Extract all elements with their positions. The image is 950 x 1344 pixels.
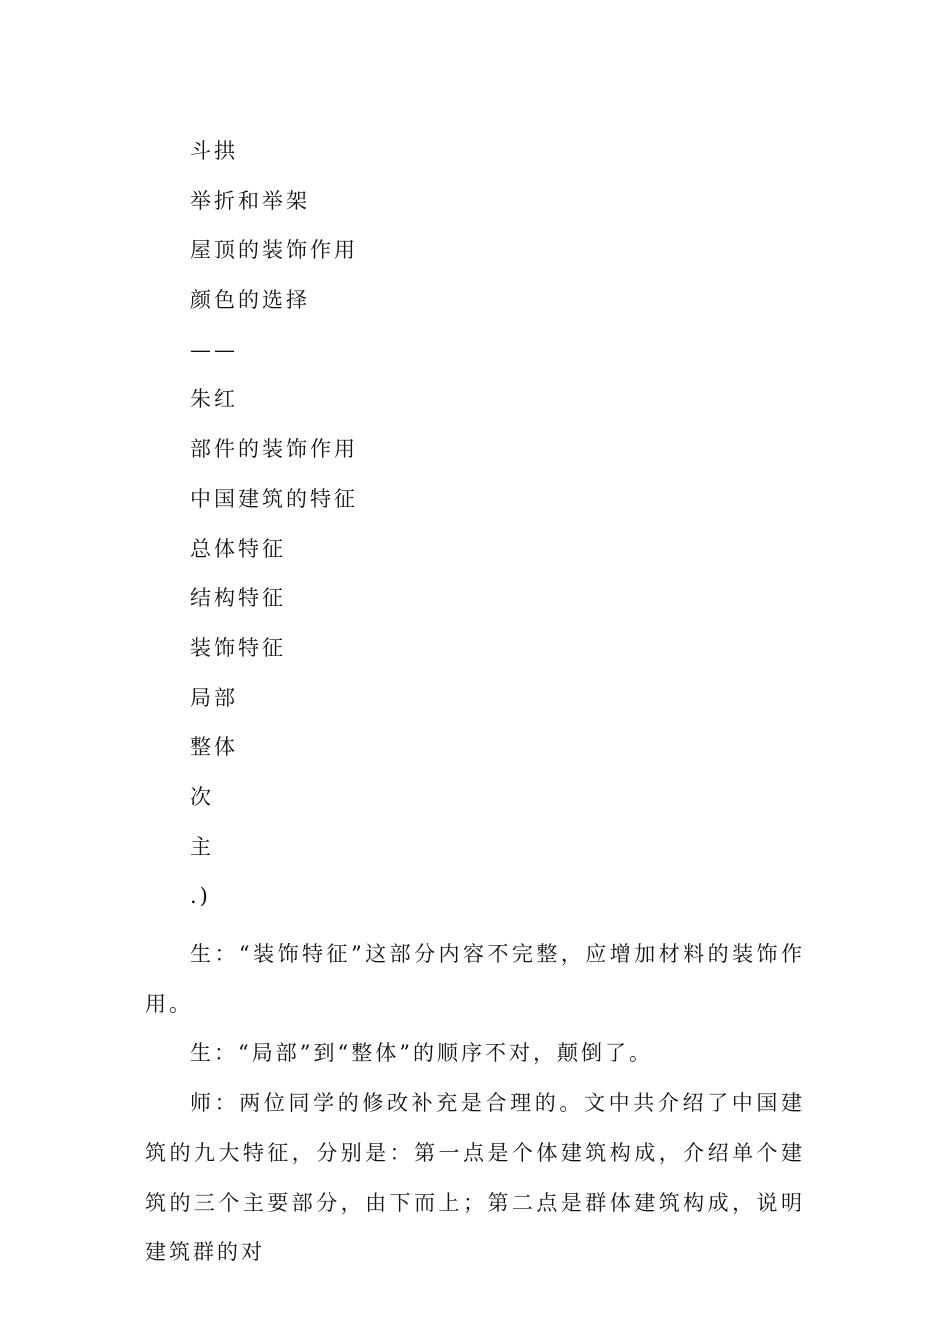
outline-item: 总体特征 (190, 536, 286, 561)
outline-item: 结构特征 (190, 586, 286, 611)
outline-item: 举折和举架 (190, 188, 310, 213)
outline-item: 中国建筑的特征 (190, 486, 358, 511)
outline-item: 斗拱 (190, 139, 238, 163)
outline-item: 朱红 (190, 387, 238, 412)
outline-item: —— (190, 337, 238, 362)
outline-item: 局部 (190, 685, 238, 710)
paragraph-student-1: 生：“装饰特征”这部分内容不完整，应增加材料的装饰作用。 (145, 942, 805, 1016)
paragraph-teacher: 师：两位同学的修改补充是合理的。文中共介绍了中国建筑的九大特征，分别是：第一点是个体建筑构成，介绍单个建筑的三个主要部分，由下而上；第二点是群体建筑构成，说明建筑群的对 (145, 1091, 805, 1265)
outline-item: 颜色的选择 (190, 288, 310, 313)
outline-item: .) (190, 884, 211, 909)
outline-item: 次 (190, 784, 214, 809)
body-text (145, 930, 805, 1278)
outline-item: 整体 (190, 735, 238, 760)
outline-item: 装饰特征 (190, 635, 286, 660)
outline-item: 主 (190, 834, 214, 859)
outline-list (190, 137, 358, 932)
outline-item: 部件的装饰作用 (190, 437, 358, 462)
paragraph-student-2: 生：“局部”到“整体”的顺序不对，颠倒了。 (190, 1041, 653, 1066)
outline-item: 屋顶的装饰作用 (190, 238, 358, 263)
